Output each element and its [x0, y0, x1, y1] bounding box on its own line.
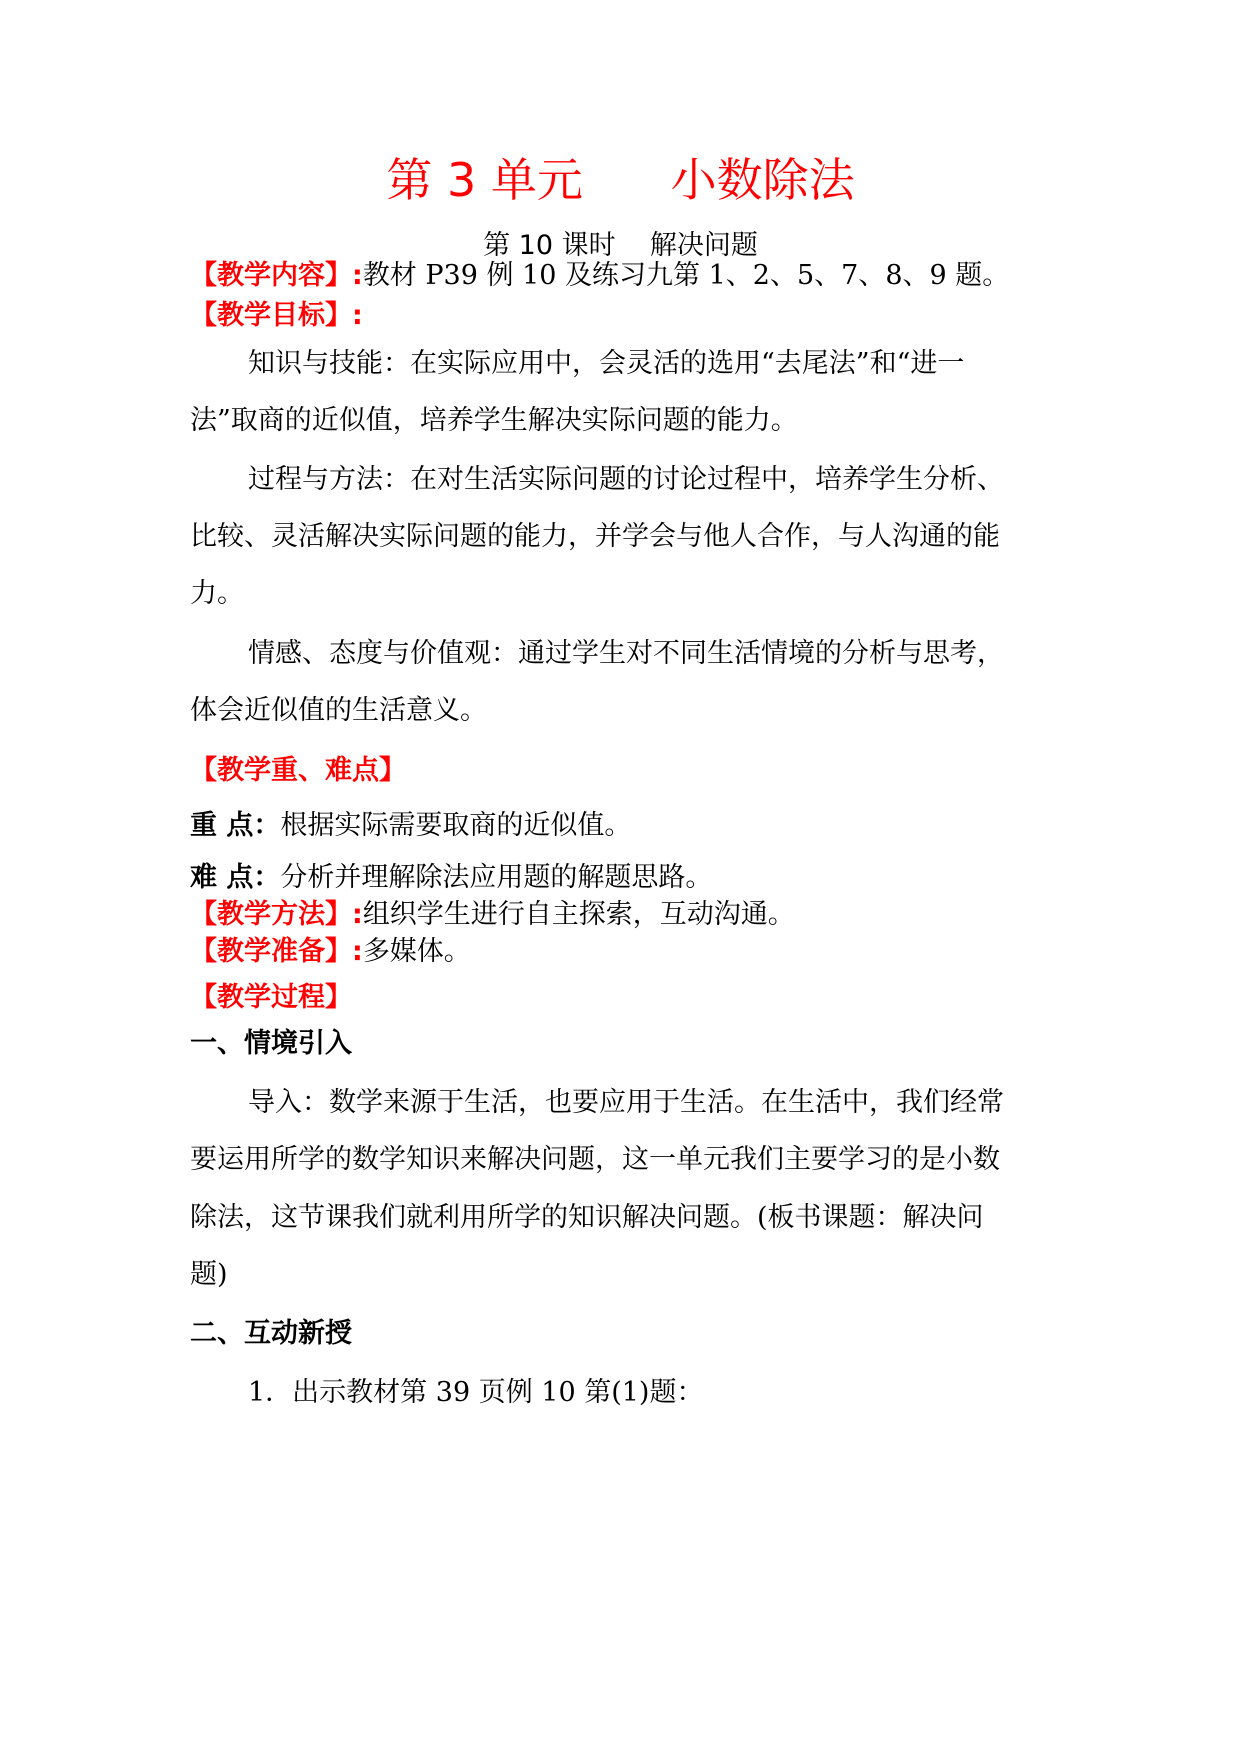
goal-process-line-2: 比较、灵活解决实际问题的能力，并学会与他人合作，与人沟通的能 — [190, 521, 1000, 552]
difficulty-label: 难 点： — [190, 862, 281, 893]
teaching-content-label: 【教学内容】: — [190, 260, 363, 291]
unit-title: 第 3 单元 小数除法 — [386, 153, 855, 207]
teaching-preparation-label: 【教学准备】: — [190, 936, 363, 967]
teaching-content — [190, 258, 1070, 294]
difficulty-text: 分析并理解除法应用题的解题思路。 — [280, 862, 713, 893]
key-point-focus — [190, 808, 1070, 844]
teaching-process-label: 【教学过程】 — [190, 982, 352, 1013]
key-points-label: 【教学重、难点】 — [190, 755, 406, 786]
focus-label: 重 点： — [190, 810, 281, 841]
section-heading-new-lesson: 二、互动新授 — [190, 1318, 352, 1349]
intro-paragraph-line-3: 除法，这节课我们就利用所学的知识解决问题。(板书课题：解决问 — [190, 1202, 984, 1233]
teaching-method — [190, 897, 1070, 933]
key-point-difficulty — [190, 860, 1070, 896]
goal-process-line-3: 力。 — [190, 578, 244, 609]
intro-paragraph-line-2: 要运用所学的数学知识来解决问题，这一单元我们主要学习的是小数 — [190, 1144, 1000, 1175]
lesson-subtitle: 第 10 课时 解决问题 — [483, 230, 758, 261]
teaching-method-label: 【教学方法】: — [190, 899, 363, 930]
goal-knowledge-line-1: 知识与技能：在实际应用中，会灵活的选用“去尾法”和“进一 — [248, 348, 965, 379]
key-points-heading — [190, 753, 1070, 789]
teaching-preparation — [190, 934, 1070, 970]
goal-attitude-line-1: 情感、态度与价值观：通过学生对不同生活情境的分析与思考， — [248, 638, 1004, 669]
goal-knowledge-line-2: 法”取商的近似值，培养学生解决实际问题的能力。 — [190, 405, 798, 436]
focus-text: 根据实际需要取商的近似值。 — [280, 810, 632, 841]
teaching-preparation-text: 多媒体。 — [362, 936, 471, 967]
goal-process-line-1: 过程与方法：在对生活实际问题的讨论过程中，培养学生分析、 — [248, 464, 1004, 495]
intro-paragraph-line-4: 题) — [190, 1259, 228, 1290]
teaching-content-text: 教材 P39 例 10 及练习九第 1、2、5、7、8、9 题。 — [362, 260, 1010, 291]
section-heading-intro: 一、情境引入 — [190, 1028, 352, 1059]
goal-attitude-line-2: 体会近似值的生活意义。 — [190, 695, 487, 726]
teaching-method-text: 组织学生进行自主探索，互动沟通。 — [362, 899, 795, 930]
teaching-goals-label: 【教学目标】: — [190, 300, 363, 331]
teaching-process-heading — [190, 980, 1070, 1016]
intro-paragraph-line-1: 导入：数学来源于生活，也要应用于生活。在生活中，我们经常 — [248, 1087, 1004, 1118]
teaching-goals-heading — [190, 298, 1070, 334]
new-lesson-line-1: 1．出示教材第 39 页例 10 第(1)题： — [248, 1377, 704, 1408]
